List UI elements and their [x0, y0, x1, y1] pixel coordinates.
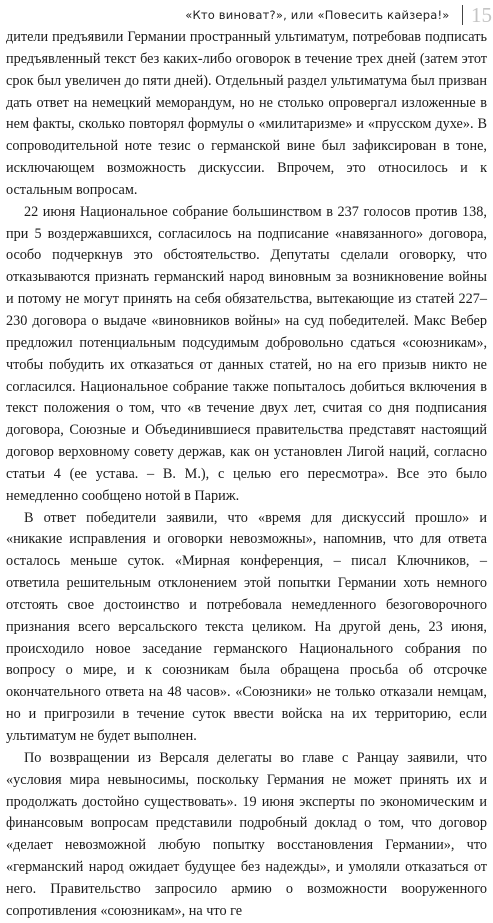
body-text	[6, 27, 487, 923]
paragraph-victors-response: В ответ победители заявили, что «время для дискуссий прошло» и «никакие исправления и оговорки невозможны», напомнив, что для ответа осталось меньше суток. «Мирная конференция, – писал Ключников, – ответила решительным отклонением этой попытки Германии хоть немного отстоять свое достоинство и потребовала немедленного безоговорочного признания всего версальского текста целиком. На другой день, 23 июня, происходило новое заседание германского Национального собрания по вопросу о мире, и к союзникам была обращена просьба об отсрочке окончательного ответа на 48 часов». «Союзники» не только отказали немцам, но и пригрозили в течение суток ввести войска на их территорию, если ультиматум не будет выполнен.	[6, 509, 487, 744]
page-number: 15	[471, 5, 492, 25]
running-head	[150, 4, 493, 26]
header-divider	[462, 5, 464, 25]
paragraph-delegates-return: По возвращении из Версаля делегаты во главе с Ранцау заявили, что «условия мира невыносимы, поскольку Германия не может принять их и продолжать достойно существовать». 19 июня эксперты по экономическим и финансовым вопросам представили подробный доклад о том, что договор «делает невозможной любую попытку восстановления Германии», что «германский народ ожидает будущее без надежды», и умоляли отказаться от него. Правительство запросило армию о возможности вооруженного сопротивления «союзникам», на что ге	[6, 749, 487, 919]
running-title: «Кто виноват?», или «Повесить кайзера!»	[185, 8, 450, 22]
paragraph-national-assembly: 22 июня Национальное собрание большинством в 237 голосов против 138, при 5 воздержавшихся, согласилось на подписание «навязанного» договора, особо подчеркнув это обстоятельство. Депутаты сделали оговорку, что отказываются признать германский народ виновным за возникновение войны и потому не могут принять на себя обязательства, вытекающие из статей 227–230 договора о выдаче «виновников войны» на суд победителей. Макс Вебер предложил потенциальным подсудимым добровольно сдаться «союзникам», чтобы побудить их отказаться от данных статей, но на его призыв никто не согласился. Национальное собрание также попыталось добиться включения в текст положения о том, что «в течение двух лет, считая со дня подписания договора, Союзные и Объединившиеся правительства представят настоящий договор верховному совету держав, как он установлен Лигой наций, согласно статьи 4 (ее устава. – В. М.), с целью его пересмотра». Все это было немедленно сообщено нотой в Париж.	[6, 203, 487, 504]
paragraph-continued: дители предъявили Германии пространный ультиматум, потребовав подписать предъявленный текст без каких-либо оговорок в течение трех дней (затем этот срок был увеличен до пяти дней). Отдельный раздел ультиматума был призван дать ответ на немецкий меморандум, но не столько опровергал изложенные в нем факты, сколько повторял формулы о «милитаризме» и «прусском духе». В сопроводительной ноте тезис о германской вине был зафиксирован в тоне, исключающем возможность дискуссии. Впрочем, это относилось и к остальным вопросам.	[6, 29, 487, 198]
